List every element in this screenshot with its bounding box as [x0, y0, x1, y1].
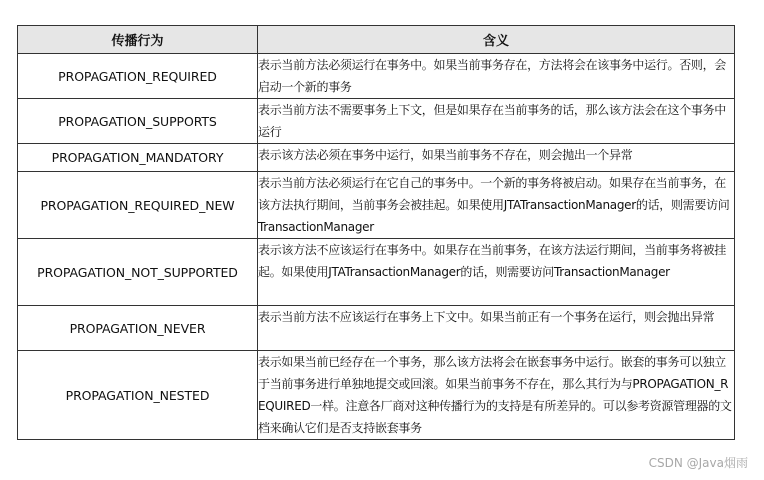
behavior-name: PROPAGATION_NOT_SUPPORTED	[18, 239, 258, 306]
propagation-behavior-table	[17, 25, 735, 440]
behavior-name: PROPAGATION_REQUIRED_NEW	[18, 172, 258, 239]
behavior-description: 表示当前方法不应该运行在事务上下文中。如果当前正有一个事务在运行，则会抛出异常	[258, 306, 735, 351]
behavior-description: 表示当前方法必须运行在它自己的事务中。一个新的事务将被启动。如果存在当前事务，在该方法执行期间，当前事务会被挂起。如果使用JTATransactionManager的话，则需要访问TransactionManager	[258, 172, 735, 239]
header-meaning: 含义	[258, 26, 735, 54]
behavior-description: 表示该方法不应该运行在事务中。如果存在当前事务，在该方法运行期间，当前事务将被挂起。如果使用JTATransactionManager的话，则需要访问TransactionManager	[258, 239, 735, 306]
header-behavior: 传播行为	[18, 26, 258, 54]
table-row	[18, 54, 735, 99]
csdn-watermark: CSDN @Java烟雨	[648, 456, 748, 470]
table-row	[18, 239, 735, 306]
table-row	[18, 144, 735, 172]
behavior-name: PROPAGATION_NESTED	[18, 351, 258, 440]
behavior-description: 表示当前方法不需要事务上下文，但是如果存在当前事务的话，那么该方法会在这个事务中运行	[258, 99, 735, 144]
table-row	[18, 351, 735, 440]
table-header-row	[18, 26, 735, 54]
behavior-description: 表示该方法必须在事务中运行，如果当前事务不存在，则会抛出一个异常	[258, 144, 735, 172]
behavior-name: PROPAGATION_MANDATORY	[18, 144, 258, 172]
behavior-name: PROPAGATION_NEVER	[18, 306, 258, 351]
behavior-name: PROPAGATION_SUPPORTS	[18, 99, 258, 144]
table-row	[18, 306, 735, 351]
table-row	[18, 99, 735, 144]
behavior-description: 表示如果当前已经存在一个事务，那么该方法将会在嵌套事务中运行。嵌套的事务可以独立于当前事务进行单独地提交或回滚。如果当前事务不存在，那么其行为与PROPAGATION_REQUIRED一样。注意各厂商对这种传播行为的支持是有所差异的。可以参考资源管理器的文档来确认它们是否支持嵌套事务	[258, 351, 735, 440]
behavior-name: PROPAGATION_REQUIRED	[18, 54, 258, 99]
table-row	[18, 172, 735, 239]
behavior-description: 表示当前方法必须运行在事务中。如果当前事务存在，方法将会在该事务中运行。否则，会启动一个新的事务	[258, 54, 735, 99]
